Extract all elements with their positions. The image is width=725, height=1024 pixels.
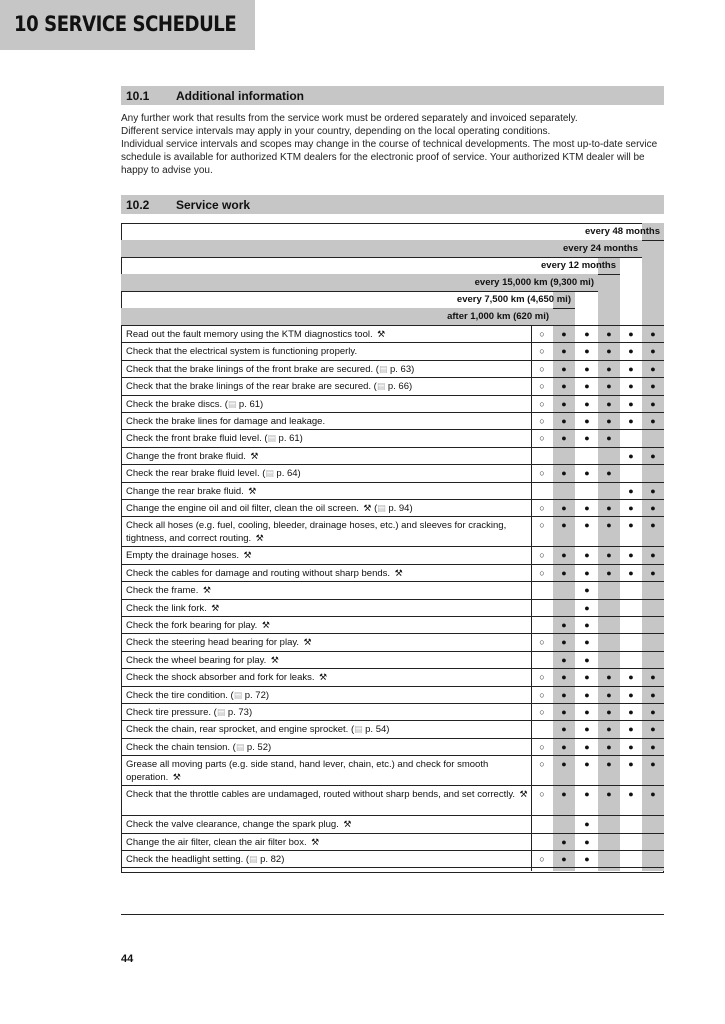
interval-mark-filled: ● (606, 433, 612, 444)
page-reference: p. 54) (365, 724, 390, 736)
service-task-text (126, 723, 528, 736)
interval-mark-filled: ● (650, 329, 656, 339)
service-task-label: Check the cables for damage and routing without sharp bends. (126, 567, 391, 579)
schedule-row (121, 378, 664, 395)
interval-mark-open: ○ (539, 689, 545, 700)
interval-mark-filled: ● (584, 789, 590, 800)
interval-label: every 12 months (541, 260, 616, 271)
schedule-row (121, 634, 664, 651)
book-reference-icon: ▤ (249, 854, 261, 864)
interval-mark-filled: ● (606, 363, 612, 374)
interval-mark-filled: ● (584, 602, 590, 613)
book-reference-icon: ▤ (378, 363, 390, 374)
page-number: 44 (121, 953, 134, 965)
book-reference-icon: ▤ (354, 724, 366, 735)
interval-mark-filled: ● (561, 398, 567, 409)
interval-mark-filled: ● (650, 741, 656, 752)
service-task-label: Check the steering head bearing for play. (126, 637, 300, 649)
interval-mark-filled: ● (584, 741, 590, 752)
wrench-icon: ⚒ (268, 654, 279, 665)
interval-mark-filled: ● (561, 654, 567, 665)
interval-mark-open: ○ (539, 789, 545, 800)
service-task-text (126, 363, 528, 376)
service-task-label: Check the valve clearance, change the spark plug. (126, 819, 339, 831)
additional-information-text (121, 112, 666, 177)
interval-label: every 15,000 km (9,300 mi) (474, 277, 594, 288)
service-task-text (126, 636, 528, 649)
interval-mark-filled: ● (606, 672, 612, 683)
service-task-text (126, 853, 528, 866)
interval-mark-filled: ● (584, 363, 590, 374)
interval-mark-filled: ● (650, 759, 656, 770)
interval-mark-filled: ● (584, 759, 590, 770)
interval-mark-filled: ● (584, 398, 590, 409)
section-number: 10.2 (126, 198, 150, 212)
service-task-label: Check the wheel bearing for play. (126, 654, 267, 666)
schedule-row (121, 465, 664, 482)
interval-mark-filled: ● (561, 672, 567, 683)
interval-mark-filled: ● (606, 398, 612, 409)
service-task-label: Check the chain, rear sprocket, and engine sprocket. ( (126, 724, 355, 736)
wrench-icon: ⚒ (340, 819, 352, 830)
interval-mark-filled: ● (628, 550, 634, 561)
interval-label: every 24 months (563, 243, 638, 254)
interval-mark-filled: ● (561, 346, 567, 357)
interval-mark-filled: ● (584, 672, 590, 683)
interval-mark-filled: ● (650, 363, 656, 374)
section-title: Service work (176, 198, 251, 212)
interval-mark-filled: ● (561, 381, 567, 392)
interval-mark-filled: ● (606, 741, 612, 752)
interval-mark-filled: ● (561, 637, 567, 648)
page-reference: p. 94) (388, 503, 413, 514)
schedule-row (121, 413, 664, 430)
interval-mark-filled: ● (650, 672, 656, 683)
service-task-text (126, 398, 528, 411)
page-reference: p. 61) (238, 398, 264, 410)
interval-header (121, 240, 664, 257)
interval-mark-filled: ● (606, 759, 612, 770)
chapter-title: 10 SERVICE SCHEDULE (14, 12, 237, 36)
interval-mark-filled: ● (561, 789, 567, 800)
schedule-row (121, 617, 664, 634)
service-task-label: Empty the drainage hoses. (126, 550, 240, 562)
service-task-label: Check that the brake linings of the rear brake are secured. ( (126, 381, 377, 393)
interval-mark-filled: ● (628, 398, 634, 409)
interval-mark-filled: ● (628, 689, 634, 700)
interval-mark-filled: ● (606, 346, 612, 357)
service-task-label: Check the fork bearing for play. (126, 620, 258, 631)
interval-mark-filled: ● (584, 346, 590, 357)
interval-label: after 1,000 km (620 mi) (447, 311, 549, 322)
service-task-label: Check tire pressure. ( (126, 707, 217, 718)
wrench-icon: ⚒ (517, 789, 528, 800)
book-reference-icon: ▤ (227, 398, 239, 409)
wrench-icon: ⚒ (392, 567, 403, 578)
service-task-label: Check the front brake fluid level. ( (126, 433, 268, 445)
interval-mark-filled: ● (561, 854, 567, 864)
schedule-row (121, 652, 664, 669)
interval-mark-open: ○ (539, 759, 545, 770)
interval-mark-open: ○ (539, 550, 545, 561)
service-task-text (126, 602, 528, 615)
service-task-label: Check the headlight setting. ( (126, 854, 250, 865)
interval-mark-filled: ● (584, 585, 590, 596)
schedule-row (121, 582, 664, 599)
interval-mark-filled: ● (584, 520, 590, 531)
service-task-text (126, 818, 528, 831)
ref-open: ( (371, 503, 378, 514)
interval-mark-filled: ● (628, 789, 634, 800)
interval-mark-filled: ● (561, 620, 567, 630)
interval-label: every 48 months (585, 226, 660, 237)
wrench-icon: ⚒ (316, 672, 328, 683)
interval-mark-filled: ● (650, 346, 656, 357)
row-rule (121, 867, 664, 868)
wrench-icon: ⚒ (247, 450, 259, 461)
schedule-row (121, 786, 664, 816)
service-task-label: Change the front brake fluid. (126, 450, 246, 462)
service-task-text (126, 485, 528, 498)
interval-mark-filled: ● (584, 836, 590, 847)
page-reference: p. 61) (278, 433, 303, 445)
interval-mark-filled: ● (628, 363, 634, 374)
service-task-text (126, 741, 528, 754)
interval-mark-filled: ● (561, 416, 567, 426)
interval-mark-filled: ● (628, 381, 634, 392)
interval-mark-filled: ● (650, 485, 656, 496)
page-reference: p. 64) (276, 468, 301, 480)
interval-mark-filled: ● (650, 381, 656, 392)
interval-mark-filled: ● (561, 741, 567, 752)
interval-mark-filled: ● (584, 637, 590, 648)
service-task-text (126, 380, 528, 393)
schedule-row (121, 739, 664, 756)
page-reference: p. 66) (387, 381, 413, 393)
service-task-text (126, 345, 528, 358)
book-reference-icon: ▤ (216, 707, 228, 717)
section-title: Additional information (176, 89, 304, 103)
schedule-row (121, 547, 664, 564)
wrench-icon: ⚒ (170, 772, 181, 783)
interval-header (121, 291, 664, 308)
interval-mark-filled: ● (561, 836, 567, 847)
service-task-text (126, 836, 528, 849)
info-paragraph: Any further work that results from the service work must be ordered separately and invoiced separately. (121, 113, 578, 124)
book-reference-icon: ▤ (265, 468, 277, 479)
interval-mark-filled: ● (628, 672, 634, 683)
interval-mark-filled: ● (606, 689, 612, 700)
schedule-row (121, 600, 664, 617)
interval-mark-filled: ● (650, 416, 656, 426)
interval-mark-filled: ● (561, 433, 567, 444)
interval-mark-open: ○ (539, 468, 545, 479)
interval-mark-filled: ● (606, 329, 612, 339)
interval-mark-filled: ● (584, 620, 590, 630)
service-task-label: Check the brake discs. ( (126, 398, 228, 410)
interval-mark-filled: ● (606, 789, 612, 800)
footer-rule (121, 914, 664, 915)
interval-mark-filled: ● (628, 416, 634, 426)
service-task-text (126, 415, 528, 428)
interval-mark-filled: ● (628, 724, 634, 735)
interval-mark-filled: ● (584, 707, 590, 717)
interval-mark-open: ○ (539, 741, 545, 752)
wrench-icon: ⚒ (253, 533, 264, 544)
interval-header (121, 257, 664, 274)
page-reference: p. 73) (227, 707, 253, 718)
schedule-row (121, 721, 664, 738)
interval-label: every 7,500 km (4,650 mi) (456, 294, 571, 305)
service-task-text (126, 671, 528, 684)
service-task-text (126, 758, 528, 784)
service-task-text (126, 467, 528, 480)
service-task-label: Check the rear brake fluid level. ( (126, 468, 266, 480)
interval-mark-filled: ● (561, 520, 567, 531)
page-reference: p. 82) (260, 854, 285, 865)
service-task-text (126, 432, 528, 445)
wrench-icon: ⚒ (245, 485, 257, 496)
book-reference-icon: ▤ (267, 433, 279, 444)
interval-mark-open: ○ (539, 346, 545, 357)
interval-mark-open: ○ (539, 433, 545, 444)
interval-mark-filled: ● (584, 567, 590, 578)
section-number: 10.1 (126, 89, 150, 103)
interval-mark-filled: ● (606, 707, 612, 717)
service-task-label: Check the tire condition. ( (126, 689, 234, 701)
chapter-tab (0, 0, 255, 50)
service-task-text (126, 549, 528, 562)
interval-mark-filled: ● (650, 520, 656, 531)
schedule-row (121, 704, 664, 721)
interval-mark-filled: ● (650, 398, 656, 409)
interval-mark-open: ○ (539, 567, 545, 578)
schedule-row (121, 430, 664, 447)
wrench-icon: ⚒ (374, 329, 386, 339)
interval-mark-filled: ● (584, 854, 590, 864)
interval-mark-open: ○ (539, 416, 545, 426)
interval-mark-open: ○ (539, 672, 545, 683)
service-task-text (126, 706, 528, 719)
wrench-icon: ⚒ (200, 585, 211, 596)
interval-mark-filled: ● (561, 550, 567, 561)
book-reference-icon: ▤ (235, 741, 247, 752)
service-task-text (126, 654, 528, 667)
interval-mark-filled: ● (628, 567, 634, 578)
service-task-text (126, 788, 528, 801)
interval-mark-filled: ● (650, 503, 656, 513)
interval-mark-open: ○ (539, 637, 545, 648)
interval-mark-filled: ● (628, 450, 634, 461)
service-task-text (126, 619, 528, 632)
book-reference-icon: ▤ (377, 503, 389, 513)
schedule-row (121, 687, 664, 704)
service-task-text (126, 584, 528, 597)
interval-mark-filled: ● (606, 416, 612, 426)
interval-mark-filled: ● (606, 468, 612, 479)
service-task-label: Check the link fork. (126, 602, 207, 614)
interval-header (121, 274, 664, 291)
interval-mark-filled: ● (650, 550, 656, 561)
section-heading-additional-information (121, 86, 664, 105)
interval-mark-filled: ● (561, 567, 567, 578)
interval-mark-filled: ● (650, 707, 656, 717)
interval-mark-filled: ● (584, 468, 590, 479)
interval-mark-open: ○ (539, 398, 545, 409)
interval-mark-open: ○ (539, 520, 545, 531)
page-reference: p. 52) (246, 741, 272, 753)
wrench-icon: ⚒ (241, 550, 252, 561)
service-task-label: Check that the brake linings of the front brake are secured. ( (126, 363, 379, 375)
service-schedule-table (121, 223, 664, 873)
schedule-row (121, 517, 664, 547)
interval-mark-filled: ● (584, 416, 590, 426)
section-heading-service-work (121, 195, 664, 214)
service-task-label: Check all hoses (e.g. fuel, cooling, bleeder, drainage hoses, etc.) and sleeves for cracking, tightness, and correct routing. (126, 520, 507, 545)
interval-mark-filled: ● (584, 654, 590, 665)
service-task-text (126, 450, 528, 463)
interval-mark-filled: ● (628, 741, 634, 752)
interval-mark-filled: ● (628, 503, 634, 513)
interval-mark-filled: ● (584, 819, 590, 830)
page-reference: p. 63) (389, 363, 415, 375)
interval-mark-open: ○ (539, 381, 545, 392)
interval-mark-filled: ● (561, 689, 567, 700)
interval-mark-filled: ● (561, 724, 567, 735)
interval-mark-filled: ● (606, 550, 612, 561)
schedule-row (121, 851, 664, 868)
interval-mark-filled: ● (584, 433, 590, 444)
interval-mark-filled: ● (650, 450, 656, 461)
service-task-label: Check the brake lines for damage and leakage. (126, 416, 326, 427)
service-task-label: Check the shock absorber and fork for leaks. (126, 672, 315, 684)
service-task-label: Check the chain tension. ( (126, 741, 236, 753)
interval-mark-filled: ● (584, 329, 590, 339)
interval-mark-filled: ● (561, 759, 567, 770)
interval-header (121, 308, 664, 325)
interval-mark-filled: ● (606, 381, 612, 392)
wrench-icon: ⚒ (308, 836, 320, 847)
book-reference-icon: ▤ (376, 381, 388, 392)
interval-mark-filled: ● (628, 485, 634, 496)
interval-mark-open: ○ (539, 363, 545, 374)
interval-mark-filled: ● (561, 707, 567, 717)
interval-mark-filled: ● (628, 346, 634, 357)
schedule-row (121, 756, 664, 786)
wrench-icon: ⚒ (360, 503, 372, 513)
schedule-row (121, 834, 664, 851)
interval-mark-open: ○ (539, 329, 545, 339)
service-task-label: Check that the electrical system is functioning properly. (126, 346, 358, 358)
schedule-row (121, 326, 664, 343)
interval-mark-open: ○ (539, 854, 545, 864)
service-task-label: Change the air filter, clean the air filter box. (126, 836, 307, 848)
service-task-label: Read out the fault memory using the KTM diagnostics tool. (126, 329, 373, 340)
schedule-row (121, 361, 664, 378)
wrench-icon: ⚒ (208, 602, 220, 613)
interval-mark-filled: ● (606, 520, 612, 531)
interval-header (121, 223, 664, 240)
schedule-row (121, 448, 664, 465)
interval-mark-filled: ● (650, 567, 656, 578)
interval-mark-filled: ● (561, 468, 567, 479)
page-reference: p. 72) (244, 689, 270, 701)
interval-mark-filled: ● (584, 689, 590, 700)
service-task-label: Change the engine oil and oil filter, clean the oil screen. (126, 503, 359, 514)
schedule-row (121, 669, 664, 686)
interval-mark-filled: ● (606, 503, 612, 513)
service-task-text (126, 502, 528, 515)
schedule-row (121, 816, 664, 833)
interval-mark-filled: ● (584, 381, 590, 392)
interval-mark-filled: ● (628, 329, 634, 339)
service-task-text (126, 567, 528, 580)
schedule-row (121, 396, 664, 413)
interval-mark-filled: ● (650, 689, 656, 700)
interval-mark-filled: ● (650, 724, 656, 735)
service-task-text (126, 328, 528, 341)
wrench-icon: ⚒ (259, 620, 270, 630)
service-task-label: Check that the throttle cables are undamaged, routed without sharp bends, and set correctly. (126, 789, 516, 801)
interval-mark-filled: ● (628, 759, 634, 770)
schedule-row (121, 500, 664, 517)
interval-mark-filled: ● (628, 707, 634, 717)
interval-mark-filled: ● (650, 789, 656, 800)
interval-mark-filled: ● (584, 503, 590, 513)
interval-mark-filled: ● (628, 520, 634, 531)
interval-mark-filled: ● (561, 329, 567, 339)
service-task-label: Change the rear brake fluid. (126, 485, 244, 497)
schedule-row (121, 483, 664, 500)
book-reference-icon: ▤ (233, 689, 245, 700)
schedule-row (121, 565, 664, 582)
interval-mark-filled: ● (584, 724, 590, 735)
service-task-text (126, 689, 528, 702)
interval-mark-filled: ● (561, 363, 567, 374)
interval-mark-filled: ● (606, 567, 612, 578)
interval-mark-open: ○ (539, 503, 545, 513)
schedule-row (121, 343, 664, 360)
service-task-text (126, 519, 528, 545)
interval-mark-filled: ● (606, 724, 612, 735)
interval-mark-filled: ● (561, 503, 567, 513)
wrench-icon: ⚒ (301, 637, 312, 648)
service-task-label: Check the frame. (126, 585, 199, 597)
info-paragraph: Different service intervals may apply in your country, depending on the local operating conditions. (121, 126, 551, 137)
service-task-label: Grease all moving parts (e.g. side stand, hand lever, chain, etc.) and check for smooth operation. (126, 759, 489, 784)
interval-mark-open: ○ (539, 707, 545, 717)
interval-mark-filled: ● (584, 550, 590, 561)
info-paragraph: Individual service intervals and scopes may change in the course of technical developments. The most up-to-date service schedule is available for authorized KTM dealers for the electronic proof of service. Your authorized KTM dealer will be happy to advise you. (121, 139, 658, 176)
